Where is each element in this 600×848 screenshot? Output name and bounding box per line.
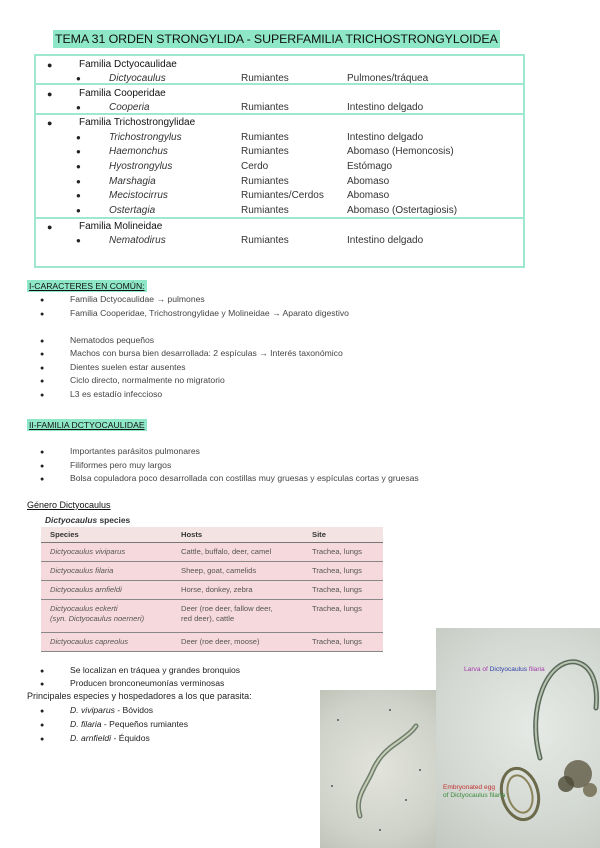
list-item bbox=[40, 374, 225, 388]
bullet: ● bbox=[40, 449, 45, 456]
genus-host: Rumiantes bbox=[241, 73, 289, 84]
list-item-text: Familia Dctyocaulidae → pulmones bbox=[70, 294, 205, 304]
species-intro: Principales especies y hospedadores a los que parasita: bbox=[27, 691, 252, 701]
bullet: ● bbox=[76, 162, 81, 171]
genus-host: Rumiantes bbox=[241, 235, 289, 246]
species-cell: Dictyocaulus viviparus bbox=[50, 547, 126, 556]
bullet: ● bbox=[40, 476, 45, 483]
genus-row bbox=[36, 131, 523, 145]
list-item bbox=[40, 388, 162, 402]
genus-row bbox=[36, 234, 523, 248]
genus-name: Trichostrongylus bbox=[109, 132, 182, 143]
species-cell: Dictyocaulus capreolus bbox=[50, 637, 129, 646]
dictyocaulus-species-table bbox=[41, 512, 383, 659]
table-row bbox=[41, 562, 383, 581]
list-item-text: Bolsa copuladora poco desarrollada con costillas muy gruesas y espículas cortas y gruesas bbox=[70, 473, 419, 483]
column-header: Species bbox=[50, 530, 79, 539]
genus-site: Abomaso (Hemoncosis) bbox=[347, 146, 454, 157]
bullet: ● bbox=[76, 206, 81, 215]
species-host: - Équidos bbox=[111, 733, 150, 743]
family-name: Familia Dctyocaulidae bbox=[79, 59, 177, 70]
bullet: ● bbox=[76, 177, 81, 186]
bullet: ● bbox=[40, 378, 45, 385]
species-name: D. viviparus bbox=[70, 705, 115, 715]
bullet: ● bbox=[40, 463, 45, 470]
list-item bbox=[40, 334, 154, 348]
bullet: ● bbox=[40, 708, 45, 715]
list-item bbox=[40, 704, 153, 718]
genus-row bbox=[36, 204, 523, 218]
list-item bbox=[40, 732, 150, 746]
column-header: Hosts bbox=[181, 530, 203, 539]
bullet: ● bbox=[47, 89, 53, 99]
larva-egg-drawing bbox=[436, 628, 600, 848]
list-item-text: Ciclo directo, normalmente no migratorio bbox=[70, 375, 225, 385]
hosts-cell-line2: red deer), cattle bbox=[181, 614, 235, 623]
section-heading-dctyocaulidae: II-FAMILIA DCTYOCAULIDAE bbox=[29, 420, 145, 430]
hosts-cell: Deer (roe deer, moose) bbox=[181, 637, 260, 646]
site-cell: Trachea, lungs bbox=[312, 547, 362, 556]
hosts-cell: Horse, donkey, zebra bbox=[181, 585, 253, 594]
list-item-text: Dientes suelen estar ausentes bbox=[70, 362, 186, 372]
bullet: ● bbox=[40, 736, 45, 743]
bullet: ● bbox=[40, 681, 45, 688]
bullet: ● bbox=[40, 351, 45, 358]
genus-name: Nematodirus bbox=[109, 235, 166, 246]
species-host: - Bóvidos bbox=[114, 705, 154, 715]
bullet: ● bbox=[76, 147, 81, 156]
family-row bbox=[36, 220, 523, 234]
genus-site: Estómago bbox=[347, 161, 393, 172]
bullet: ● bbox=[47, 222, 53, 232]
hosts-cell: Sheep, goat, camelids bbox=[181, 566, 257, 575]
genus-row bbox=[36, 189, 523, 203]
table-title-rest: species bbox=[97, 515, 131, 525]
genus-site: Intestino delgado bbox=[347, 102, 424, 113]
bullet: ● bbox=[40, 338, 45, 345]
genus-row bbox=[36, 72, 523, 86]
family-name: Familia Cooperidae bbox=[79, 88, 166, 99]
list-item bbox=[40, 459, 171, 473]
larva-drawing bbox=[320, 690, 436, 848]
genus-row bbox=[36, 175, 523, 189]
table-title bbox=[45, 515, 130, 525]
list-item-text: Nematodos pequeños bbox=[70, 335, 155, 345]
genus-row bbox=[36, 101, 523, 115]
bullet: ● bbox=[76, 74, 81, 83]
table-row bbox=[41, 543, 383, 562]
species-host: - Pequeños rumiantes bbox=[101, 719, 188, 729]
species-name: D. arnfieldi bbox=[70, 733, 112, 743]
genus-site: Pulmones/tráquea bbox=[347, 73, 429, 84]
table-row bbox=[41, 600, 383, 633]
list-item-text: L3 es estadío infeccioso bbox=[70, 389, 163, 399]
genus-site: Abomaso bbox=[347, 190, 390, 201]
list-item bbox=[40, 347, 343, 361]
bullet: ● bbox=[40, 722, 45, 729]
genus-host: Cerdo bbox=[241, 161, 269, 172]
bullet: ● bbox=[76, 103, 81, 112]
bullet: ● bbox=[76, 191, 81, 200]
hosts-cell: Cattle, buffalo, deer, camel bbox=[181, 547, 272, 556]
family-name: Familia Trichostrongylidae bbox=[79, 117, 196, 128]
family-row bbox=[36, 58, 523, 72]
table bbox=[41, 527, 383, 657]
family-name: Familia Molineidae bbox=[79, 221, 163, 232]
egg-label: Embryonated egg bbox=[443, 784, 496, 791]
species-cell: Dictyocaulus filaria bbox=[50, 566, 114, 575]
species-cell: Dictyocaulus arnfieldi bbox=[50, 585, 122, 594]
list-item-text: Filiformes pero muy largos bbox=[70, 460, 172, 470]
larva-label-part: filaria bbox=[527, 666, 545, 673]
genus-name: Cooperia bbox=[109, 102, 150, 113]
species-cell: Dictyocaulus eckerti bbox=[50, 604, 118, 613]
site-cell: Trachea, lungs bbox=[312, 637, 362, 646]
genus-host: Rumiantes bbox=[241, 176, 289, 187]
genus-row bbox=[36, 145, 523, 159]
list-item-text: Se localizan en tráquea y grandes bronquios bbox=[70, 665, 241, 675]
genus-host: Rumiantes/Cerdos bbox=[241, 190, 324, 201]
genus-site: Abomaso bbox=[347, 176, 390, 187]
species-name: D. filaria bbox=[70, 719, 102, 729]
genus-site: Intestino delgado bbox=[347, 235, 424, 246]
column-header: Site bbox=[312, 530, 326, 539]
genus-site: Intestino delgado bbox=[347, 132, 424, 143]
family-row bbox=[36, 87, 523, 101]
bullet: ● bbox=[40, 365, 45, 372]
table-header-row bbox=[41, 527, 383, 543]
list-item bbox=[40, 664, 240, 678]
genus-name: Mecistocirrus bbox=[109, 190, 168, 201]
list-item bbox=[40, 293, 205, 307]
hosts-cell: Deer (roe deer, fallow deer, bbox=[181, 604, 273, 613]
genus-row bbox=[36, 160, 523, 174]
list-item bbox=[40, 307, 349, 321]
genus-host: Rumiantes bbox=[241, 146, 289, 157]
larva-micrograph bbox=[320, 690, 436, 848]
bullet: ● bbox=[47, 60, 53, 70]
genus-host: Rumiantes bbox=[241, 102, 289, 113]
bullet: ● bbox=[40, 311, 45, 318]
larva-label-part: Dictyocaulus bbox=[489, 666, 528, 673]
genus-name: Marshagia bbox=[109, 176, 156, 187]
site-cell: Trachea, lungs bbox=[312, 566, 362, 575]
list-item-text: Familia Cooperidae, Trichostrongylidae y Molineidae → Aparato digestivo bbox=[70, 308, 349, 318]
list-item bbox=[40, 677, 224, 691]
list-item-text: Producen bronconeumonías verminosas bbox=[70, 678, 225, 688]
genus-host: Rumiantes bbox=[241, 132, 289, 143]
section-heading-caracteres: I-CARACTERES EN COMÚN: bbox=[29, 281, 145, 291]
list-item bbox=[40, 718, 188, 732]
genus-name: Haemonchus bbox=[109, 146, 168, 157]
egg-label-species: of Dictyocaulus filaria bbox=[443, 792, 506, 799]
list-item bbox=[40, 361, 186, 375]
genus-name: Hyostrongylus bbox=[109, 161, 173, 172]
family-row bbox=[36, 116, 523, 130]
list-item-text: Machos con bursa bien desarrollada: 2 espículas → Interés taxonómico bbox=[70, 348, 343, 358]
genus-name: Dictyocaulus bbox=[109, 73, 166, 84]
bullet: ● bbox=[40, 668, 45, 675]
list-item-text: Importantes parásitos pulmonares bbox=[70, 446, 200, 456]
table-title-italic: Dictyocaulus bbox=[45, 515, 98, 525]
list-item bbox=[40, 472, 419, 486]
table-row bbox=[41, 581, 383, 600]
site-cell: Trachea, lungs bbox=[312, 604, 362, 613]
bullet: ● bbox=[40, 297, 45, 304]
table-row bbox=[41, 633, 383, 652]
site-cell: Trachea, lungs bbox=[312, 585, 362, 594]
larva-label bbox=[464, 666, 545, 674]
page-title: TEMA 31 ORDEN STRONGYLIDA - SUPERFAMILIA TRICHOSTRONGYLOIDEA bbox=[55, 32, 498, 46]
species-synonym-cell: (syn. Dictyocaulus noerneri) bbox=[50, 614, 145, 623]
larva-egg-micrograph bbox=[436, 628, 600, 848]
bullet: ● bbox=[76, 133, 81, 142]
larva-label-part: Larva of bbox=[464, 666, 490, 673]
genus-heading: Género Dictyocaulus bbox=[27, 500, 111, 510]
genus-name: Ostertagia bbox=[109, 205, 156, 216]
genus-host: Rumiantes bbox=[241, 205, 289, 216]
genus-site: Abomaso (Ostertagiosis) bbox=[347, 205, 458, 216]
taxonomy-box bbox=[34, 54, 525, 268]
bullet: ● bbox=[40, 392, 45, 399]
bullet: ● bbox=[76, 236, 81, 245]
bullet: ● bbox=[47, 118, 53, 128]
list-item bbox=[40, 445, 200, 459]
